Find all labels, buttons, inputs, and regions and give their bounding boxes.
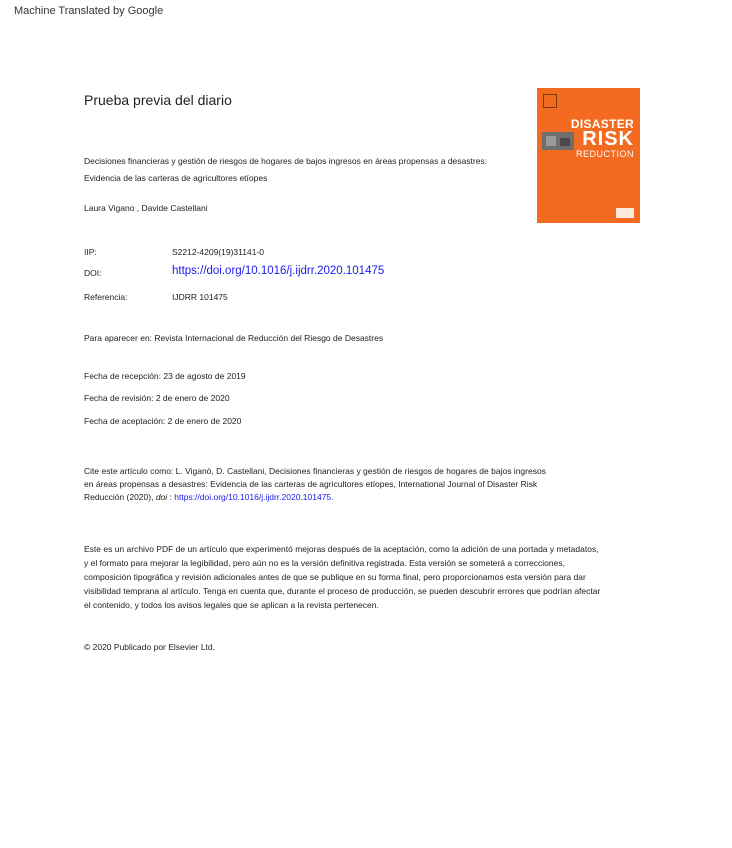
doi-link[interactable]: https://doi.org/10.1016/j.ijdrr.2020.101475 — [172, 265, 385, 277]
cover-title-line1: DISASTER — [570, 117, 634, 131]
doi-label: DOI: — [84, 268, 102, 278]
citation-block — [84, 465, 604, 504]
pii-label: IIP: — [84, 247, 97, 257]
machine-translation-banner: Machine Translated by Google — [14, 5, 164, 17]
journal-cover-image — [537, 88, 640, 223]
article-title — [84, 153, 534, 187]
elsevier-logo-icon — [543, 94, 557, 108]
date-revised: Fecha de revisión: 2 de enero de 2020 — [84, 393, 230, 403]
article-title-line: Decisiones financieras y gestión de riesgos de hogares de bajos ingresos en áreas propensas a desastres: — [84, 156, 488, 166]
article-title-line: Evidencia de las carteras de agricultores etíopes — [84, 173, 268, 183]
notice-line: el contenido, y todos los avisos legales que se aplican a la revista pertenecen. — [84, 600, 379, 610]
date-accepted: Fecha de aceptación: 2 de enero de 2020 — [84, 416, 242, 426]
date-received: Fecha de recepción: 23 de agosto de 2019 — [84, 371, 246, 381]
cover-photo-icon — [542, 132, 574, 150]
pdf-notice — [84, 542, 644, 612]
citation-line: en áreas propensas a desastres: Evidencia de las carteras de agricultores etíopes, International Journal of Disaster Risk — [84, 479, 538, 489]
authors: Laura Vigano , Davide Castellani — [84, 203, 208, 213]
to-appear-in: Para aparecer en: Revista Internacional de Reducción del Riesgo de Desastres — [84, 333, 384, 343]
citation-line: Cite este artículo como: L. Viganò, D. Castellani, Decisiones financieras y gestión de riesgos de hogares de bajos ingresos — [84, 466, 546, 476]
reference-label: Referencia: — [84, 292, 128, 302]
page-heading: Prueba previa del diario — [84, 92, 232, 108]
pii-value: S2212-4209(19)31141-0 — [172, 247, 264, 257]
notice-line: composición tipográfica y revisión adicionales antes de que se publique en su forma final, pero proporcionamos esta versión para dar — [84, 572, 586, 582]
cover-title-line3: REDUCTION — [576, 149, 634, 159]
notice-line: visibilidad temprana al artículo. Tenga en cuenta que, durante el proceso de producción, se pueden descubrir errores que podrían afectar — [84, 586, 601, 596]
citation-text: Reducción (2020), — [84, 492, 156, 502]
publisher-mark-icon — [616, 208, 634, 218]
citation-line — [84, 491, 604, 504]
citation-doi-link[interactable]: https://doi.org/10.1016/j.ijdrr.2020.101475. — [174, 492, 334, 502]
notice-line: Este es un archivo PDF de un artículo que experimentó mejoras después de la aceptación, como la adición de una portada y metadatos, — [84, 544, 599, 554]
reference-value: IJDRR 101475 — [172, 292, 228, 302]
citation-separator: : — [167, 492, 175, 502]
notice-line: y el formato para mejorar la legibilidad, pero aún no es la versión definitiva registrada. Esta versión se someterá a correcciones, — [84, 558, 565, 568]
citation-doi-prefix: doi — [155, 492, 168, 502]
copyright: © 2020 Publicado por Elsevier Ltd. — [84, 642, 216, 652]
cover-title-line2: RISK — [582, 128, 634, 150]
